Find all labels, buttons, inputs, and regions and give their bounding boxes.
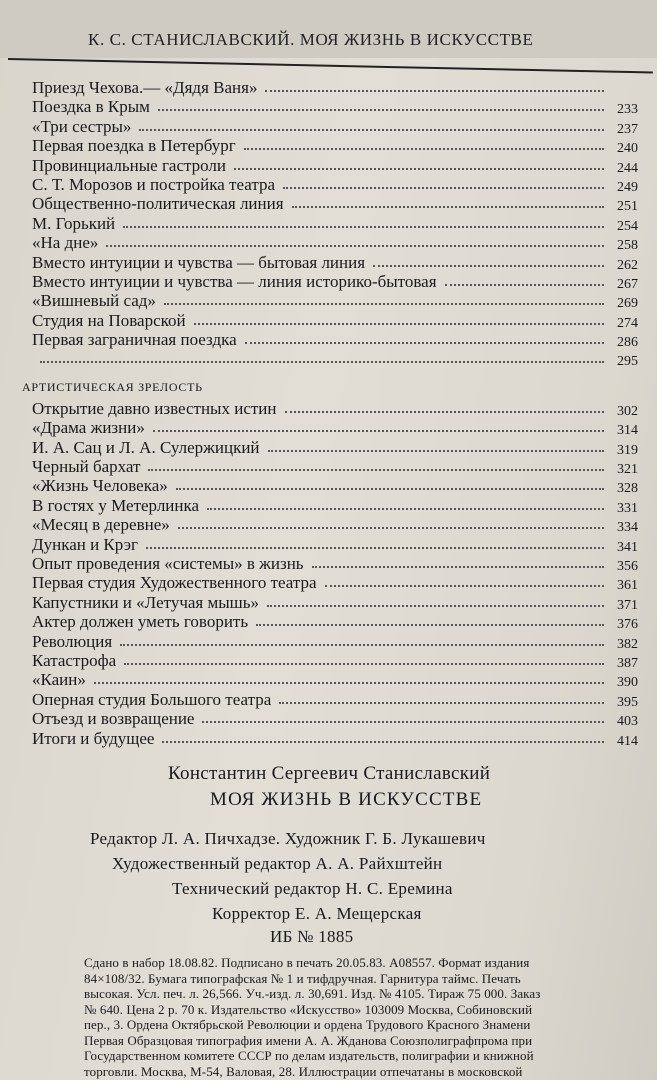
toc-entry-title: Провинциальные гастроли [32,155,226,175]
toc-entry [32,272,638,291]
toc-leader-dots [292,206,604,208]
toc-entry [32,554,638,573]
toc-entry-page: 371 [617,597,638,613]
toc-entry-title: Приезд Чехова.— «Дядя Ваня» [32,78,258,97]
toc-entry-title: Дункан и Крэг [32,534,138,554]
toc-entry-page: 321 [617,462,638,478]
toc-entry-page: 395 [617,694,638,710]
toc-entry [32,690,638,709]
imprint-colophon-line: торговли. Москва, М-54, Валовая, 28. Иллюстрации отпечатаны в московской [84,1063,523,1079]
toc-entry [32,97,638,116]
toc-entry [32,612,638,631]
toc-leader-dots [120,644,604,646]
toc-leader-dots [94,682,604,684]
toc-entry-page: 361 [617,578,638,594]
toc-entry-title: «Каин» [32,670,86,690]
toc-leader-dots [158,109,604,111]
toc-entry-title: Общественно-политическая линия [32,194,284,214]
toc-part-2 [32,399,638,748]
imprint-credit-line: Технический редактор Н. С. Еремина [172,879,453,898]
toc-leader-dots [325,585,604,587]
toc-leader-dots [244,148,604,150]
running-head-text: К. С. СТАНИСЛАВСКИЙ. МОЯ ЖИЗНЬ В ИСКУССТВЕ [88,30,534,49]
toc-entry [32,233,638,252]
toc-entry-page: 387 [617,655,638,671]
toc-entry-title: Первая студия Художественного театра [32,573,317,593]
toc-leader-dots [285,411,605,413]
toc-leader-dots [164,303,604,305]
toc-entry-title: Отъезд и возвращение [32,709,195,729]
toc-entry [32,593,638,612]
toc-entry [32,214,638,233]
toc-entry-page: 286 [617,335,638,351]
toc-entry-page: 414 [617,733,638,749]
imprint-colophon-line: высокая. Усл. печ. л. 26,566. Уч.-изд. л. 30,691. Изд. № 4105. Тираж 75 000. Заказ [84,986,541,1001]
toc-entry [32,670,638,689]
imprint-credit-line: Корректор Е. А. Мещерская [212,904,422,923]
toc-entry-page: 356 [617,558,638,574]
toc-entry [32,476,638,495]
toc-entry-page: 254 [617,218,638,234]
toc-entry-page: 382 [617,636,638,652]
toc-entry [32,418,638,437]
toc-entry-title: Революция [32,631,113,651]
toc-leader-dots [267,605,604,607]
toc-leader-dots [256,624,604,626]
toc-entry-title: Капустники и «Летучая мышь» [32,592,260,612]
toc-entry [32,457,638,476]
toc-entry-title: Опыт проведения «системы» в жизнь [32,553,304,573]
toc-leader-dots [268,450,604,452]
toc-entry-page: 237 [617,121,638,137]
toc-leader-dots [245,342,604,344]
toc-entry-title: Первая поездка в Петербург [32,136,236,156]
toc-entry-title: Итоги и будущее [32,728,155,748]
imprint-colophon-line: Государственном комитете СССР по делам издательств, полиграфии и книжной [84,1048,534,1063]
toc-entry [32,175,638,194]
section-heading: АРТИСТИЧЕСКАЯ ЗРЕЛОСТЬ [22,379,203,394]
toc-leader-dots [40,361,604,363]
running-head [0,0,657,58]
toc-entry-page: 341 [617,539,638,555]
toc-entry-title: М. Горький [32,213,116,233]
toc-leader-dots [265,90,604,92]
toc-leader-dots [106,245,604,247]
toc-leader-dots [234,168,604,170]
table-of-contents [22,78,638,749]
toc-entry-title: Актер должен уметь говорить [32,612,249,632]
toc-entry-page: 258 [617,238,638,254]
toc-entry-title: Поездка в Крым [32,97,150,117]
toc-leader-dots [178,527,604,529]
toc-leader-dots [445,284,604,286]
toc-entry [32,496,638,515]
toc-entry-page: 403 [617,714,638,730]
toc-leader-dots [139,129,604,131]
toc-entry-page: 249 [617,179,638,195]
toc-entry-title: «Три сестры» [32,116,132,136]
toc-entry-page: 390 [617,675,638,691]
toc-entry [32,311,638,330]
toc-entry-page: 274 [617,315,638,331]
toc-entry-title: Вместо интуиции и чувства — бытовая линия [32,252,366,272]
toc-leader-dots [207,508,604,510]
toc-entry [32,709,638,728]
toc-entry [32,330,638,349]
imprint-colophon-line: Первая Образцовая типография имени А. А. Жданова Союзполиграфпрома при [84,1032,533,1048]
toc-leader-dots [202,721,604,723]
toc-leader-dots [153,430,604,432]
imprint-credit-line: Редактор Л. А. Пичхадзе. Художник Г. Б. Лукашевич [90,829,486,848]
toc-leader-dots [148,469,604,471]
toc-entry-page: 302 [617,403,638,419]
toc-entry-title: «Вишневый сад» [32,291,156,311]
toc-entry-title: «Жизнь Человека» [32,476,168,496]
toc-entry-page: 262 [617,257,638,273]
imprint-colophon-line: Сдано в набор 18.08.82. Подписано в печать 20.05.83. А08557. Формат издания [84,955,530,970]
toc-entry [32,535,638,554]
toc-entry-page: 331 [617,500,638,516]
toc-entry-page: 267 [617,276,638,292]
imprint-colophon-line: № 640. Цена 2 р. 70 к. Издательство «Искусство» 103009 Москва, Собиновский [84,1001,533,1017]
toc-entry-title: С. Т. Морозов и постройка театра [32,174,276,194]
toc-entry-title: «Драма жизни» [32,418,145,438]
toc-entry [32,349,638,368]
imprint-credit-line: ИБ № 1885 [270,927,354,946]
toc-entry-page: 251 [617,199,638,215]
toc-entry-title: В гостях у Метерлинка [32,495,200,515]
toc-leader-dots [279,702,604,704]
toc-entry-title: Открытие давно известных истин [32,398,277,418]
toc-entry-page: 244 [617,160,638,176]
toc-entry [32,117,638,136]
toc-entry-title: Оперная студия Большого театра [32,689,272,709]
toc-entry-title: «На дне» [32,233,99,253]
toc-entry-title: Катастрофа [32,650,117,670]
imprint-colophon-line: пер., 3. Ордена Октябрьской Революции и ордена Трудового Красного Знамени [84,1017,531,1032]
toc-leader-dots [146,547,604,549]
toc-entry-page: 240 [617,141,638,157]
toc-part-1 [32,78,638,369]
toc-entry [32,573,638,592]
imprint-credit-line: Художественный редактор А. А. Райхштейн [112,854,443,873]
toc-entry [32,632,638,651]
toc-entry-page: 328 [617,481,638,497]
toc-entry-title: Черный бархат [32,457,141,477]
toc-entry [32,729,638,748]
imprint-colophon-line: 84×108/32. Бумага типографская № 1 и тифдручная. Гарнитура таймс. Печать [84,970,521,986]
header-rule [8,58,653,74]
toc-entry [32,438,638,457]
imprint-author: Константин Сергеевич Станиславский [168,763,491,784]
toc-leader-dots [162,741,604,743]
toc-leader-dots [123,226,604,228]
toc-entry [32,253,638,272]
toc-entry-page: 269 [617,296,638,312]
toc-entry-page: 295 [617,354,638,370]
toc-entry-page: 233 [617,102,638,118]
toc-entry [32,651,638,670]
toc-entry [32,156,638,175]
toc-entry [32,194,638,213]
toc-leader-dots [312,566,604,568]
toc-leader-dots [176,488,604,490]
toc-entry-title: Первая заграничная поездка [32,330,237,350]
toc-leader-dots [194,323,604,325]
toc-entry [32,515,638,534]
toc-leader-dots [373,265,604,267]
toc-entry-title: Вместо интуиции и чувства — линия историко-бытовая [32,271,437,291]
imprint-title: МОЯ ЖИЗНЬ В ИСКУССТВЕ [210,789,483,810]
toc-entry-page: 319 [617,442,638,458]
toc-entry [32,136,638,155]
toc-entry [32,399,638,418]
toc-entry [32,78,638,97]
toc-entry-title: «Месяц в деревне» [32,515,170,535]
toc-entry-page: 334 [617,520,638,536]
toc-entry-page: 376 [617,617,638,633]
toc-entry-page: 314 [617,423,638,439]
toc-leader-dots [124,663,604,665]
toc-entry [32,291,638,310]
toc-entry-title: Студия на Поварской [32,310,186,330]
toc-entry-title: И. А. Сац и Л. А. Сулержицкий [32,437,260,457]
toc-leader-dots [283,187,604,189]
